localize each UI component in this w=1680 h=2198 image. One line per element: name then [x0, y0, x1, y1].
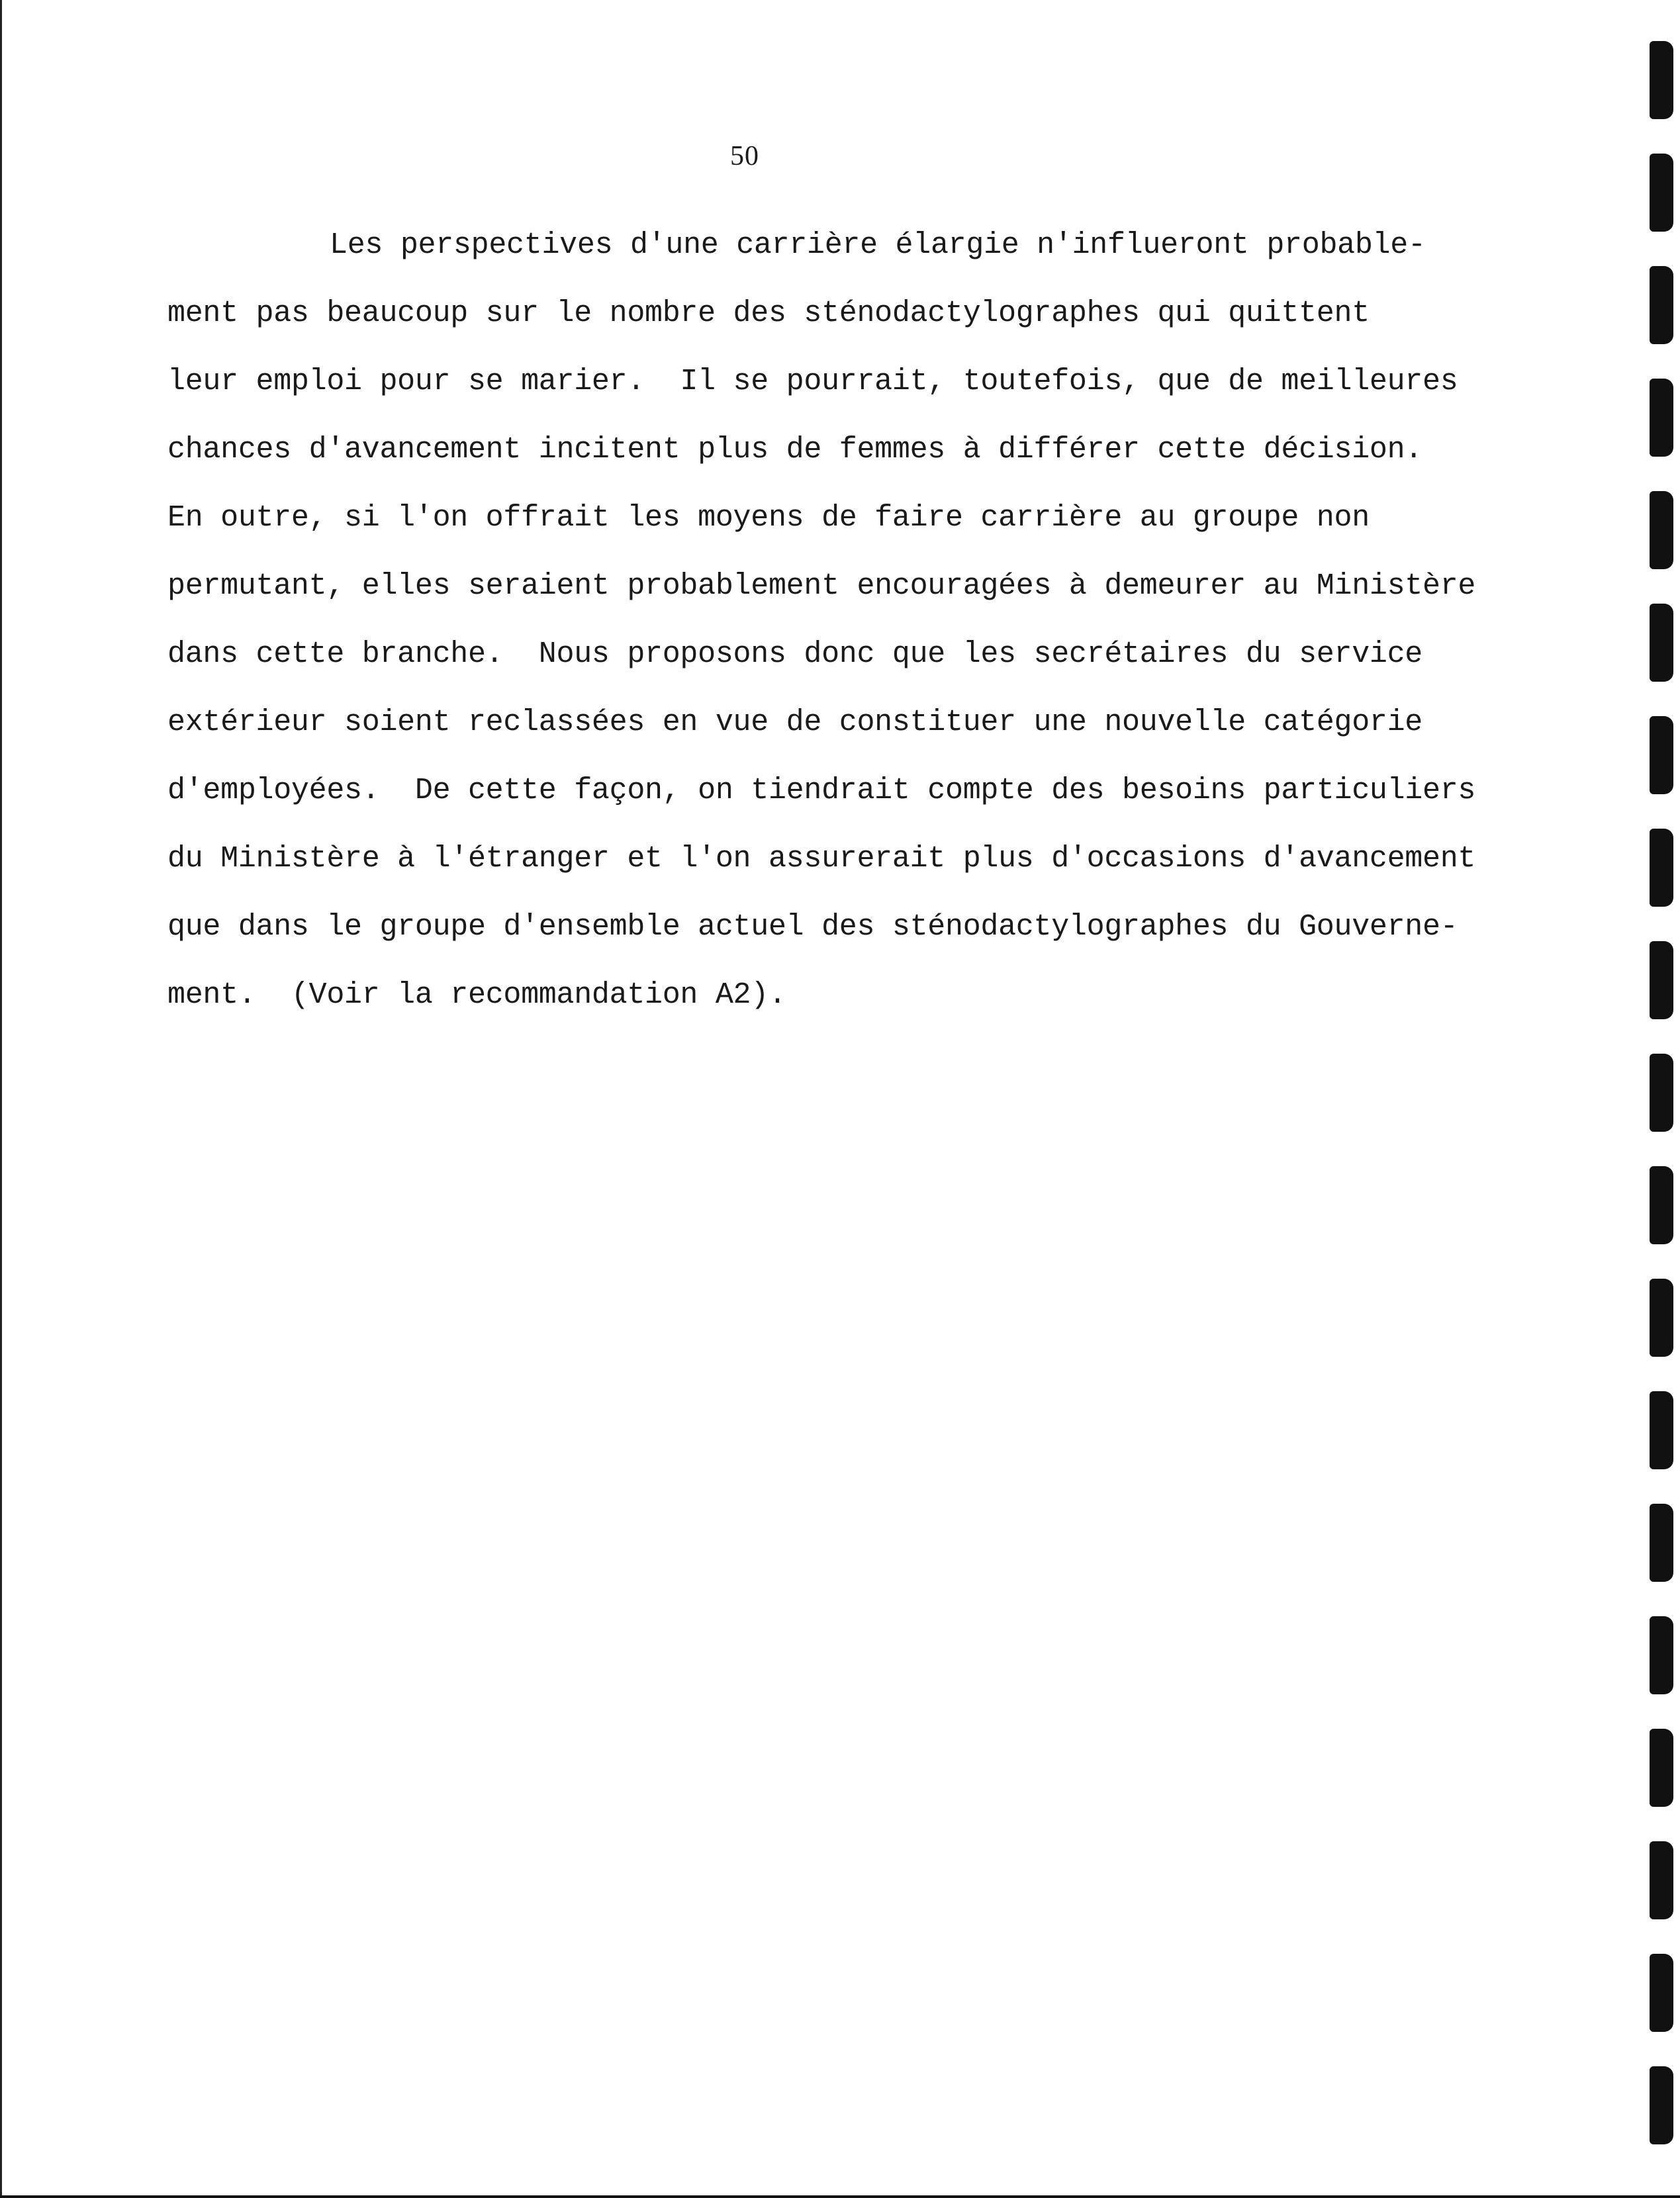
binder-hole — [1650, 1279, 1673, 1357]
binder-hole — [1650, 1391, 1673, 1469]
scan-left-edge — [0, 0, 2, 2198]
binder-hole — [1650, 41, 1673, 119]
paragraph-line: d'employées. De cette façon, on tiendrait compte des besoins particuliers — [167, 774, 1476, 807]
scan-bottom-edge — [0, 2195, 1680, 2198]
binder-hole — [1650, 604, 1673, 682]
binder-hole — [1650, 2066, 1673, 2144]
paragraph-line: Les perspectives d'une carrière élargie n'influeront probable- — [330, 228, 1426, 262]
binder-hole — [1650, 1729, 1673, 1807]
binder-hole — [1650, 1166, 1673, 1244]
paragraph-line: En outre, si l'on offrait les moyens de faire carrière au groupe non — [167, 501, 1370, 535]
binder-hole — [1650, 716, 1673, 794]
binder-hole — [1650, 1841, 1673, 1919]
binder-hole — [1650, 266, 1673, 344]
binder-hole — [1650, 491, 1673, 569]
binder-holes — [1614, 0, 1680, 2198]
binder-hole — [1650, 941, 1673, 1019]
binder-hole — [1650, 154, 1673, 232]
paragraph-line: que dans le groupe d'ensemble actuel des sténodactylographes du Gouverne- — [167, 910, 1458, 944]
binder-hole — [1650, 379, 1673, 457]
paragraph-line: dans cette branche. Nous proposons donc que les secrétaires du service — [167, 637, 1423, 671]
page-number: 50 — [730, 141, 759, 171]
binder-hole — [1650, 829, 1673, 907]
binder-hole — [1650, 1954, 1673, 2032]
binder-hole — [1650, 1054, 1673, 1132]
paragraph-line: chances d'avancement incitent plus de femmes à différer cette décision. — [167, 433, 1423, 467]
paragraph-line: extérieur soient reclassées en vue de constituer une nouvelle catégorie — [167, 706, 1423, 739]
paragraph-line: du Ministère à l'étranger et l'on assurerait plus d'occasions d'avancement — [167, 842, 1476, 876]
paragraph-line: ment. (Voir la recommandation A2). — [167, 978, 786, 1012]
paragraph-line: ment pas beaucoup sur le nombre des sténodactylographes qui quittent — [167, 297, 1370, 330]
binder-hole — [1650, 1616, 1673, 1694]
paragraph-line: permutant, elles seraient probablement encouragées à demeurer au Ministère — [167, 569, 1476, 603]
paragraph-line: leur emploi pour se marier. Il se pourrait, toutefois, que de meilleures — [167, 365, 1458, 398]
binder-hole — [1650, 1504, 1673, 1582]
